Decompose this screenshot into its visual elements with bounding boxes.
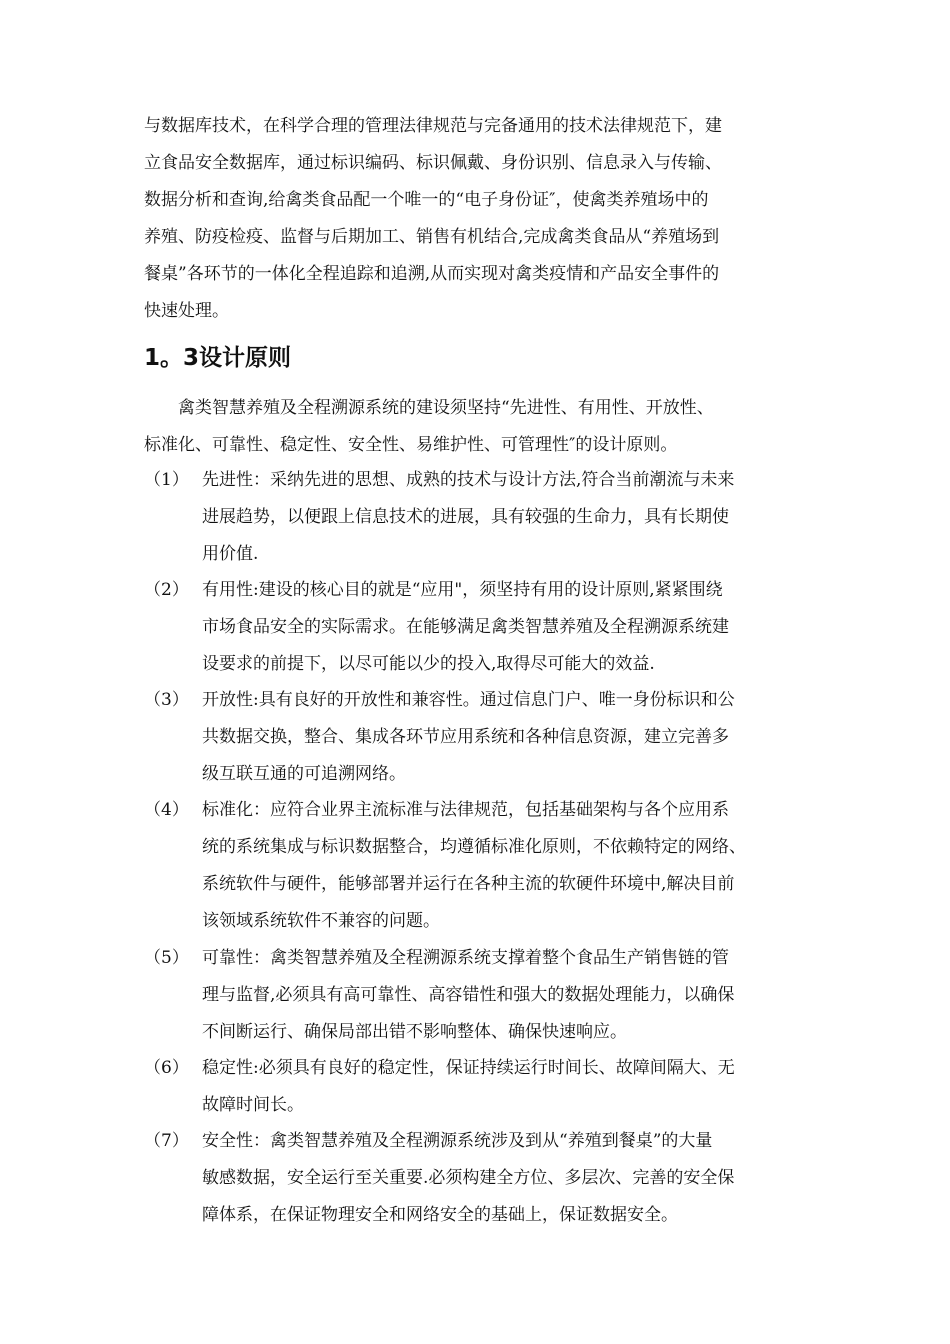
- item-text: [202, 462, 814, 573]
- text-line: 可靠性：禽类智慧养殖及全程溯源系统支撑着整个食品生产销售链的管: [202, 948, 729, 968]
- text-line: 进展趋势，以便跟上信息技术的进展，具有较强的生命力，具有长期使: [202, 507, 729, 527]
- item-text: [202, 682, 814, 793]
- text-line: 不间断运行、确保局部出错不影响整体、确保快速响应。: [202, 1022, 627, 1042]
- item-text: [202, 1123, 814, 1234]
- section-summary: [144, 390, 806, 464]
- text-line: 故障时间长。: [202, 1095, 304, 1115]
- item-number: （6）: [144, 1058, 189, 1078]
- text-line: 市场食品安全的实际需求。在能够满足禽类智慧养殖及全程溯源系统建: [202, 617, 729, 637]
- item-text: [202, 1050, 814, 1124]
- item-number: （4）: [144, 800, 189, 820]
- text-line: 数据分析和查询,给禽类食品配一个唯一的“电子身份证″，使禽类养殖场中的: [144, 190, 709, 210]
- text-line: 有用性:建设的核心目的就是“应用"，须坚持有用的设计原则,紧紧围绕: [202, 580, 723, 600]
- text-line: 开放性:具有良好的开放性和兼容性。通过信息门户、唯一身份标识和公: [202, 690, 735, 710]
- text-line: 安全性：禽类智慧养殖及全程溯源系统涉及到从“养殖到餐桌”的大量: [202, 1131, 713, 1151]
- text-line: 用价值.: [202, 544, 259, 564]
- text-line: 禽类智慧养殖及全程溯源系统的建设须坚持“先进性、有用性、开放性、: [178, 398, 714, 418]
- item-number: （7）: [144, 1131, 189, 1151]
- text-line: 先进性：采纳先进的思想、成熟的技术与设计方法,符合当前潮流与未来: [202, 470, 735, 490]
- text-line: 养殖、防疫检疫、监督与后期加工、销售有机结合,完成禽类食品从“养殖场到: [144, 227, 720, 247]
- text-line: 敏感数据，安全运行至关重要.必须构建全方位、多层次、完善的安全保: [202, 1168, 735, 1188]
- text-line: 稳定性:必须具有良好的稳定性，保证持续运行时间长、故障间隔大、无: [202, 1058, 735, 1078]
- text-line: 快速处理。: [144, 301, 229, 321]
- item-text: [202, 940, 814, 1051]
- text-line: 系统软件与硬件，能够部署并运行在各种主流的软硬件环境中,解决目前: [202, 874, 735, 894]
- item-number: （1）: [144, 470, 189, 490]
- text-line: 该领域系统软件不兼容的问题。: [202, 911, 440, 931]
- text-line: 餐桌”各环节的一体化全程追踪和追溯,从而实现对禽类疫情和产品安全事件的: [144, 264, 720, 284]
- item-number: （5）: [144, 948, 189, 968]
- text-line: 级互联互通的可追溯网络。: [202, 764, 406, 784]
- text-line: 设要求的前提下，以尽可能以少的投入,取得尽可能大的效益.: [202, 654, 655, 674]
- item-number: （2）: [144, 580, 189, 600]
- text-line: 障体系，在保证物理安全和网络安全的基础上，保证数据安全。: [202, 1205, 678, 1225]
- item-number: （3）: [144, 690, 189, 710]
- section-heading: 1。3设计原则: [144, 345, 292, 371]
- text-line: 立食品安全数据库，通过标识编码、标识佩戴、身份识别、信息录入与传输、: [144, 153, 722, 173]
- text-line: 标准化：应符合业界主流标准与法律规范，包括基础架构与各个应用系: [202, 800, 729, 820]
- intro-paragraph: [144, 108, 806, 330]
- item-text: [202, 792, 814, 940]
- text-line: 理与监督,必须具有高可靠性、高容错性和强大的数据处理能力，以确保: [202, 985, 735, 1005]
- text-line: 标准化、可靠性、稳定性、安全性、易维护性、可管理性″的设计原则。: [144, 435, 678, 455]
- item-text: [202, 572, 814, 683]
- text-line: 与数据库技术，在科学合理的管理法律规范与完备通用的技术法律规范下，建: [144, 116, 722, 136]
- text-line: 统的系统集成与标识数据整合，均遵循标准化原则，不依赖特定的网络、: [202, 837, 746, 857]
- text-line: 共数据交换，整合、集成各环节应用系统和各种信息资源，建立完善多: [202, 727, 729, 747]
